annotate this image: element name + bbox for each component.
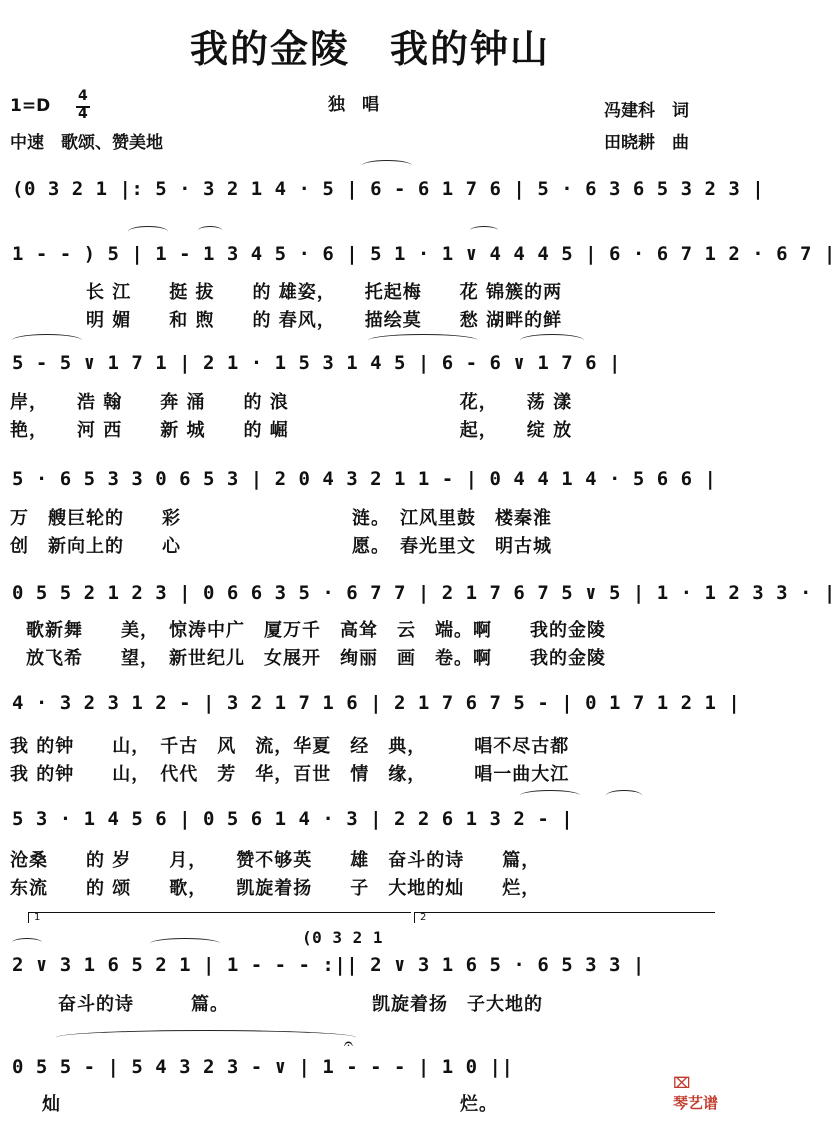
slur: [56, 1030, 356, 1045]
lyrics-row-2-verse-1: 长 江 挺 拔 的 雄姿， 托起梅 花 锦簇的两: [86, 282, 563, 303]
key-signature: 1=D: [10, 96, 51, 116]
score-row-3-notes: 5 - 5 ∨ 1 7 1 | 2 1 · 1 5 3 1 4 5 | 6 - 6 ∨ 1 7 6 |: [12, 352, 621, 374]
pickup-notes: (0 3 2 1: [302, 928, 384, 947]
score-row-2-notes: 1 - - ) 5 | 1 - 1 3 4 5 · 6 | 5 1 · 1 ∨ 4 4 4 5 | 6 · 6 7 1 2 · 6 7 |: [12, 243, 836, 265]
watermark-logo: [663, 1056, 718, 1113]
slur: [128, 226, 168, 237]
slur: [520, 334, 584, 347]
slur: [368, 334, 478, 347]
first-ending-number: 1: [34, 912, 41, 923]
lyrics-row-3-verse-2: 艳， 河 西 新 城 的 崛 起， 绽 放: [10, 420, 573, 441]
lyrics-row-4-verse-2: 创 新向上的 心 愿。 春光里文 明古城: [10, 536, 552, 557]
page-title: 我的金陵 我的钟山: [189, 27, 550, 71]
slur: [198, 226, 222, 235]
second-ending-bracket: [414, 912, 715, 923]
lyrics-row-3-verse-1: 岸， 浩 翰 奔 涌 的 浪 花， 荡 漾: [10, 392, 573, 413]
fermata-icon: 𝄐: [344, 1034, 353, 1053]
lyrics-row-7-verse-2: 东流 的 颂 歌， 凯旋着扬 子 大地的灿 烂，: [10, 878, 541, 899]
lyrics-row-5-verse-1: 歌新舞 美， 惊涛中广 厦万千 高耸 云 端。啊 我的金陵: [26, 620, 606, 641]
lyrics-row-7-verse-1: 沧桑 的 岁 月， 赞不够英 雄 奋斗的诗 篇，: [10, 850, 541, 871]
lyrics-row-6-verse-2: 我 的钟 山， 代代 芳 华，百世 情 缘， 唱一曲大江: [10, 764, 570, 785]
lyrics-row-6-verse-1: 我 的钟 山， 千古 风 流，华夏 经 典， 唱不尽古都: [10, 736, 570, 757]
first-ending-bracket: [28, 912, 411, 923]
lyrics-row-5-verse-2: 放飞希 望， 新世纪儿 女展开 绚丽 画 卷。啊 我的金陵: [26, 648, 606, 669]
lyrics-row-4-verse-1: 万 艘巨轮的 彩 涟。 江风里鼓 楼秦淮: [10, 508, 552, 529]
slur: [606, 790, 642, 801]
second-ending-number: 2: [420, 912, 427, 923]
time-signature-top: 4: [78, 88, 88, 104]
performance-type: 独 唱: [328, 95, 379, 115]
score-row-8-notes: 2 ∨ 3 1 6 5 2 1 | 1 - - - :|| 2 ∨ 3 1 6 5 · 6 5 3 3 |: [12, 954, 645, 976]
slur: [470, 226, 498, 235]
score-row-1-notes: (0 3 2 1 |: 5 · 3 2 1 4 · 5 | 6 - 6 1 7 6 | 5 · 6 3 6 5 3 2 3 |: [12, 178, 765, 200]
lyrics-row-9: 灿 烂。: [42, 1094, 498, 1115]
score-row-5-notes: 0 5 5 2 1 2 3 | 0 6 6 3 5 · 6 7 7 | 2 1 7 6 7 5 ∨ 5 | 1 · 1 2 3 3 · |: [12, 582, 836, 604]
slur: [362, 160, 412, 171]
lyrics-row-8: 奋斗的诗 篇。 凯旋着扬 子大地的: [58, 994, 543, 1015]
time-signature-bottom: 4: [78, 106, 88, 122]
tempo-marking: 中速 歌颂、赞美地: [10, 133, 163, 153]
slur: [12, 334, 82, 347]
composer: 田晓耕 曲: [604, 133, 689, 153]
slur: [150, 938, 220, 949]
lyricist: 冯建科 词: [604, 101, 689, 121]
score-row-7-notes: 5 3 · 1 4 5 6 | 0 5 6 1 4 · 3 | 2 2 6 1 3 2 - |: [12, 808, 574, 830]
logo-icon: ⌧: [672, 1074, 691, 1092]
slur: [520, 790, 580, 801]
score-row-6-notes: 4 · 3 2 3 1 2 - | 3 2 1 7 1 6 | 2 1 7 6 7 5 - | 0 1 7 1 2 1 |: [12, 692, 741, 714]
slur: [12, 938, 42, 947]
score-row-4-notes: 5 · 6 5 3 3 0 6 5 3 | 2 0 4 3 2 1 1 - | 0 4 4 1 4 · 5 6 6 |: [12, 468, 717, 490]
lyrics-row-2-verse-2: 明 媚 和 煦 的 春风， 描绘莫 愁 湖畔的鲜: [86, 310, 563, 331]
score-row-9-notes: 0 5 5 - | 5 4 3 2 3 - ∨ | 1 - - - | 1 0 ||: [12, 1056, 514, 1078]
watermark-text: 琴艺谱: [672, 1094, 718, 1112]
